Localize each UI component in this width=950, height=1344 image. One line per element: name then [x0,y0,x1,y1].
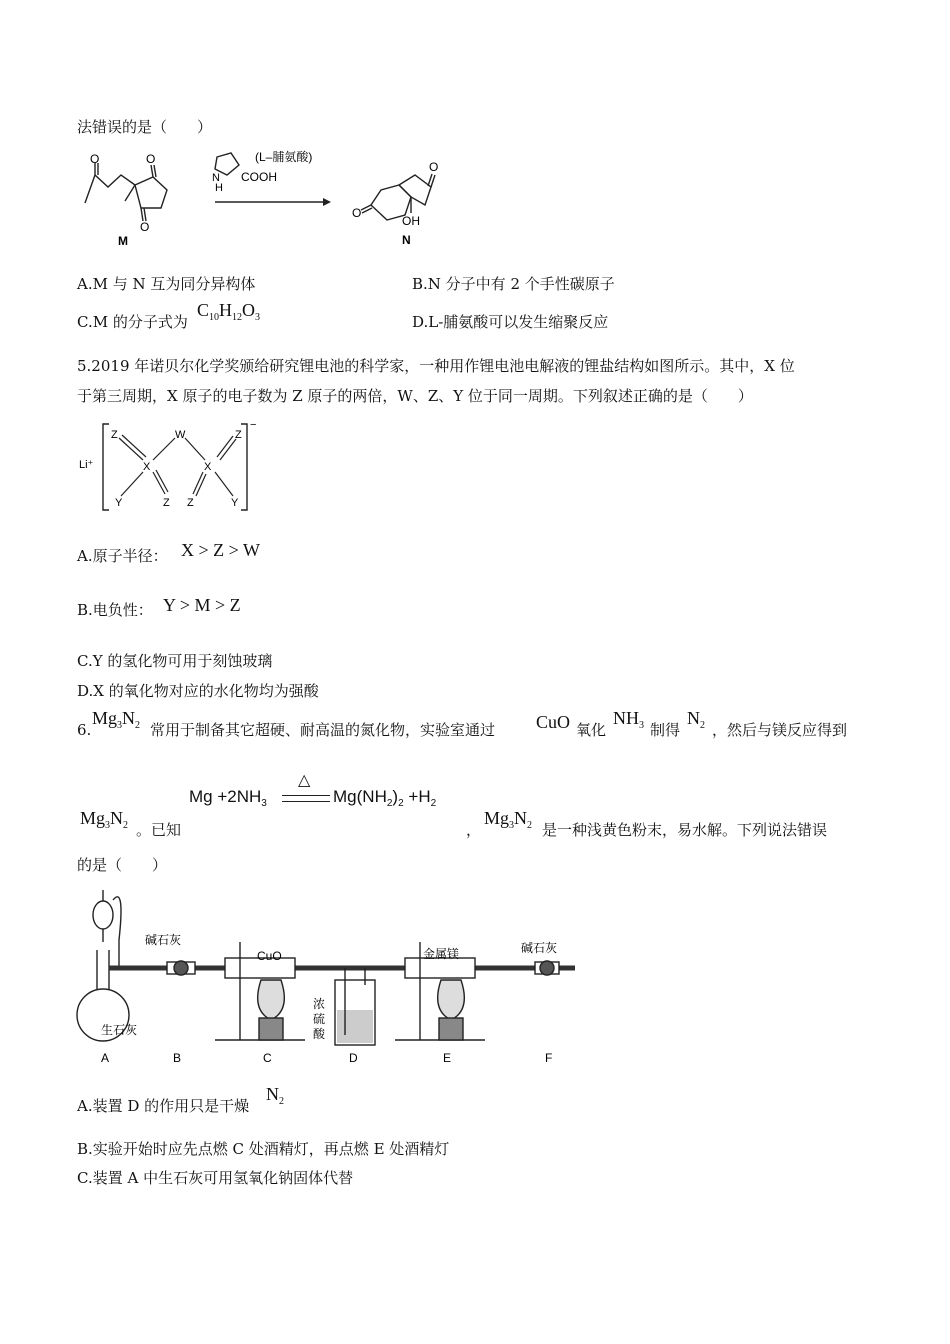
atom-z-top-right: Z [235,429,242,441]
q4-stem: 法错误的是（ ） [77,118,213,136]
atom-w: W [175,429,186,441]
molecule-m [85,163,167,221]
m-oxygen-1: O [90,152,100,166]
q6-text-4: ，然后与镁反应得到 [712,721,848,739]
label-n: N [402,233,411,247]
label-soda-lime-b: 碱石灰 [145,933,182,947]
label-acid-3: 酸 [313,1027,326,1041]
label-quicklime: 生石灰 [101,1023,138,1037]
q5-stem-line2: 于第三周期，X 原子的电子数为 Z 原子的两倍，W、Z、Y 位于同一周期。下列叙述正确的是（ ） [77,387,753,405]
q6-option-c: C.装置 A 中生石灰可用氢氧化钠固体代替 [77,1169,354,1187]
m-oxygen-3: O [140,220,150,234]
q4-formula-c10h12o3: $C_{10}H_{12}O_3$ [197,300,261,323]
label-m: M [118,234,128,248]
q4-reaction-scheme [75,145,455,250]
atom-z-bottom-2: Z [187,497,194,509]
label-soda-lime-f: 碱石灰 [521,941,558,955]
atom-y-left: Y [115,497,123,509]
q6-text-6: 是一种浅黄色粉末，易水解。下列说法错误 [542,821,828,839]
q6-option-b: B.实验开始时应先点燃 C 处酒精灯，再点燃 E 处酒精灯 [77,1140,450,1158]
eq-heat-condition: △ [298,770,311,789]
n-oxygen-ketone: O [429,160,439,174]
n-hydroxyl: OH [402,214,420,228]
eq-double-line [282,795,330,802]
q4-option-c-text: C.M 的分子式为 [77,313,188,331]
q6-apparatus-diagram [75,880,575,1070]
label-f: F [545,1051,553,1065]
q6-formula-mg3n2-3: $Mg_3N_2$ [484,808,533,831]
label-a: A [101,1051,110,1065]
q6-text-1: 常用于制备其它超硬、耐高温的氮化物，实验室通过 [150,721,496,739]
label-e: E [443,1051,452,1065]
eq-left-side: $Mg +2NH_3$ [189,787,267,809]
label-cuo: CuO [257,949,282,963]
q4-option-a: A.M 与 N 互为同分异构体 [77,275,256,293]
eq-right-side: $Mg(NH_2)_2 +H_2$ [333,787,437,809]
atom-x-left: X [143,461,151,473]
q6-text-7: 的是（ ） [77,856,168,874]
q6-formula-mg3n2-2: $Mg_3N_2$ [80,808,129,831]
q6-option-a-formula: $N_2$ [266,1084,284,1107]
label-b: B [173,1051,182,1065]
q5-option-b-formula: Y > M > Z [163,595,241,615]
n-oxygen-ring: O [352,206,362,220]
label-acid-2: 硫 [313,1012,326,1026]
label-mg-metal: 金属镁 [423,947,460,961]
charge-sign: − [250,419,257,431]
label-d: D [349,1051,358,1065]
q6-formula-cuo: CuO [536,712,571,732]
li-ion: Li⁺ [79,459,94,471]
q5-option-b: B.电负性： [77,601,153,619]
q5-option-c: C.Y 的氢化物可用于刻蚀玻璃 [77,652,273,670]
q4-option-d: D.L-脯氨酸可以发生缩聚反应 [412,313,609,331]
proline-h: H [215,182,223,194]
q6-text-3: 制得 [650,721,681,739]
q5-option-a-formula: X > Z > W [181,540,260,560]
q6-number: 6. [77,721,92,739]
q6-formula-n2: $N_2$ [687,708,705,731]
label-acid-1: 浓 [313,997,326,1011]
atom-z-bottom-1: Z [163,497,170,509]
q4-option-c [77,312,188,332]
q4-option-b: B.N 分子中有 2 个手性碳原子 [412,275,615,293]
q5-option-a: A.原子半径： [77,547,168,565]
proline-cooh: COOH [241,170,277,184]
proline-label: (L–脯氨酸) [255,150,313,164]
q6-text-2: 氧化 [576,721,607,739]
q6-text-5: 。已知 [136,821,182,839]
proline-n: N [212,172,220,184]
q5-option-d: D.X 的氧化物对应的水化物均为强酸 [77,682,319,700]
label-c: C [263,1051,272,1065]
structure-bonds [119,435,236,496]
q6-comma: ， [466,821,482,839]
q6-option-a: A.装置 D 的作用只是干燥 [77,1097,250,1115]
q5-stem-line1: 5.2019 年诺贝尔化学奖颁给研究锂电池的科学家，一种用作锂电池电解液的锂盐结构如图所示。其中，X 位 [77,357,795,375]
molecule-n [361,174,435,220]
q6-formula-nh3: $NH_3$ [613,708,644,731]
atom-x-right: X [204,461,212,473]
m-oxygen-2: O [146,152,156,166]
atom-y-right: Y [231,497,239,509]
atom-z-top-left: Z [111,429,118,441]
q6-formula-mg3n2: $Mg_3N_2$ [92,708,141,731]
q5-salt-structure [75,418,265,518]
reaction-arrowhead [323,198,331,206]
